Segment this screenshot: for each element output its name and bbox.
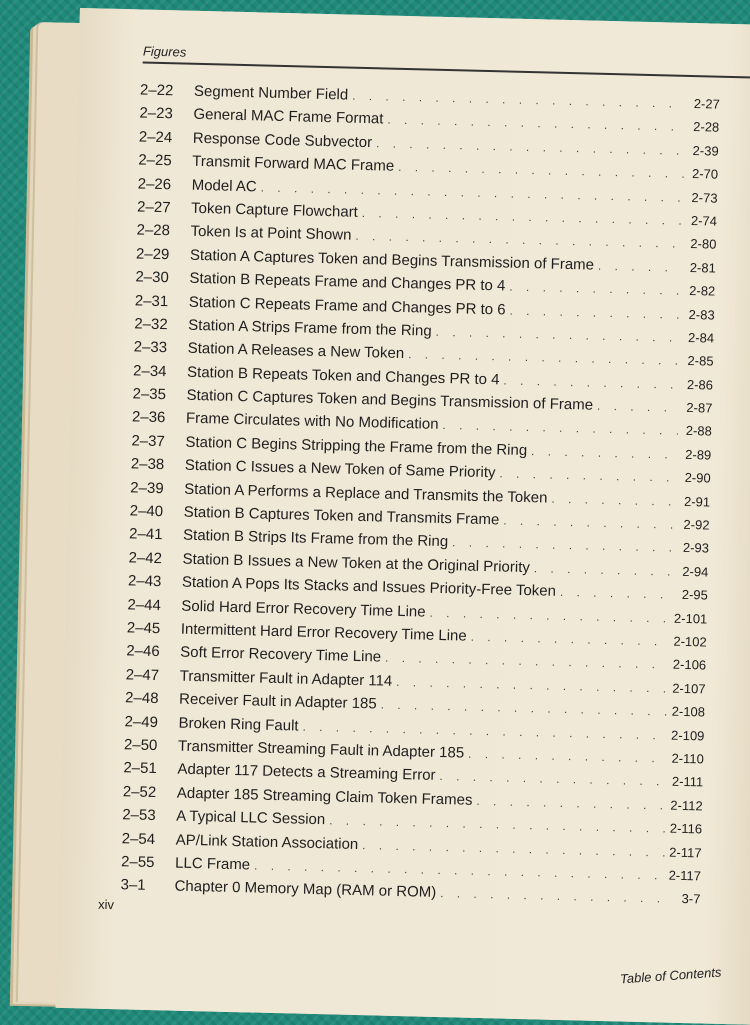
page-number: 2-110 (671, 750, 705, 767)
dot-leader (398, 160, 684, 181)
figure-title: Frame Circulates with No Modification (185, 410, 439, 434)
page-number: 2-74 (690, 212, 718, 229)
figure-number: 2–38 (130, 455, 165, 474)
figure-number: 2–46 (126, 642, 160, 661)
figure-number: 2–36 (131, 408, 166, 427)
figure-title: Station A Captures Token and Begins Transmission of Frame (189, 246, 595, 274)
figure-title: Station C Begins Stripping the Frame from the Ring (185, 433, 528, 459)
figure-title: Station C Issues a New Token of Same Priority (184, 456, 496, 482)
figure-number: 2–51 (123, 759, 158, 778)
figure-title: Transmitter Fault in Adapter 114 (179, 667, 393, 690)
figure-number: 2–34 (132, 362, 167, 380)
page-number: 2-39 (692, 142, 719, 159)
figure-title: Token Capture Flowchart (190, 199, 359, 221)
page-number: 2-107 (672, 680, 706, 697)
figure-number: 2–42 (128, 549, 163, 567)
dot-leader (531, 444, 677, 462)
figure-number: 2–32 (134, 315, 168, 334)
figure-title: Transmitter Streaming Fault in Adapter 185 (177, 737, 465, 762)
figure-number: 2–40 (129, 502, 164, 521)
figure-number: 2–26 (137, 175, 172, 193)
page-number: 2-83 (688, 306, 715, 323)
figure-title: Transmit Forward MAC Frame (192, 152, 395, 175)
page-number: 2-84 (687, 329, 715, 346)
figure-title: Receiver Fault in Adapter 185 (178, 690, 377, 713)
figure-title: Station C Captures Token and Begins Transmission of Frame (186, 386, 594, 414)
figure-title: Station A Releases a New Token (187, 340, 405, 363)
header-rule (143, 62, 750, 80)
page-number: 2-109 (670, 727, 705, 744)
dot-leader (352, 89, 686, 111)
figure-title: Station B Captures Token and Transmits Frame (183, 503, 500, 529)
page-number: 2-101 (673, 610, 708, 627)
dot-leader (503, 373, 679, 391)
dot-leader (551, 491, 676, 508)
page-number: 2-87 (686, 400, 713, 416)
dot-leader (396, 675, 668, 696)
figure-number: 2–52 (122, 783, 157, 801)
figure-number: 2–24 (138, 128, 173, 147)
figure-number: 2–45 (126, 619, 161, 638)
figure-number: 2–31 (134, 291, 169, 310)
page-number: 2-73 (691, 189, 718, 206)
figure-title: Adapter 117 Detects a Streaming Error (177, 760, 436, 785)
dot-leader (534, 561, 675, 578)
page-number: 2-102 (673, 633, 707, 650)
page-number: 2-117 (669, 844, 702, 860)
dot-leader (452, 536, 675, 555)
figure-number: 2–25 (138, 151, 172, 170)
page-number: 2-80 (690, 236, 717, 252)
page-number: 2-81 (689, 259, 717, 276)
page-number: 2-95 (681, 587, 709, 603)
dot-leader (471, 630, 670, 649)
page-number: 2-91 (683, 493, 711, 510)
figure-number: 2–33 (133, 338, 168, 357)
page-number: 2-89 (685, 446, 712, 463)
figure-number: 3–1 (120, 876, 146, 895)
dot-leader (509, 280, 681, 298)
page-number: 2-28 (693, 119, 720, 136)
dot-leader (435, 325, 680, 345)
dot-leader (560, 585, 674, 602)
figure-title: Station C Repeats Frame and Changes PR to 6 (188, 293, 506, 319)
figure-number: 2–50 (123, 736, 158, 755)
dot-leader (476, 794, 666, 813)
figure-number: 2–37 (131, 432, 166, 451)
page-number: 2-112 (670, 797, 703, 814)
page-folio: xiv (97, 896, 115, 913)
figure-number: 2–43 (127, 572, 162, 591)
figure-number: 2–47 (125, 666, 160, 684)
page-number: 2-117 (668, 867, 702, 884)
figure-number: 2–28 (136, 221, 171, 240)
figure-title: AP/Link Station Association (175, 831, 359, 853)
dot-leader (387, 113, 685, 134)
figure-number: 2–35 (132, 385, 167, 404)
page-number: 2-27 (693, 96, 721, 112)
running-head: Figures (142, 43, 187, 60)
figure-title: Adapter 185 Streaming Claim Token Frames (176, 784, 473, 809)
dot-leader (408, 347, 680, 368)
dot-leader (429, 605, 670, 625)
figure-number: 2–29 (135, 245, 170, 263)
page-number: 2-70 (691, 166, 719, 182)
figure-title: Token Is at Point Shown (190, 223, 352, 245)
dot-leader (381, 698, 668, 719)
figure-title: Station A Strips Frame from the Ring (188, 316, 432, 340)
figure-title: A Typical LLC Session (176, 807, 326, 829)
figure-title: Segment Number Field (193, 82, 349, 104)
page-number: 3-7 (681, 891, 701, 907)
page-number: 2-86 (686, 376, 714, 393)
figure-number: 2–39 (130, 479, 164, 497)
figure-number: 2–23 (139, 104, 174, 123)
figure-number: 2–44 (127, 595, 162, 614)
book-page (56, 8, 750, 1025)
figure-number: 2–53 (122, 806, 156, 825)
figure-title: Station B Issues a New Token at the Original Priority (182, 550, 531, 576)
page-number: 2-93 (682, 540, 710, 556)
dot-leader (597, 399, 679, 415)
dot-leader (598, 258, 682, 274)
dot-leader (499, 467, 677, 485)
figure-title: General MAC Frame Format (193, 106, 384, 128)
figure-title: Station A Pops Its Stacks and Issues Priority-Free Token (181, 573, 557, 601)
page-number: 2-108 (671, 703, 706, 720)
figure-number: 2–48 (124, 689, 159, 708)
figure-title: Broken Ring Fault (178, 714, 299, 735)
dot-leader (440, 886, 667, 906)
page-number: 2-90 (684, 470, 711, 486)
figure-title: Station B Strips Its Frame from the Ring (182, 527, 449, 551)
dot-leader (503, 514, 676, 532)
dot-leader (385, 651, 669, 672)
page-number: 2-106 (672, 657, 707, 673)
figure-title: LLC Frame (174, 854, 251, 874)
page-number: 2-92 (683, 516, 710, 533)
figure-title: Solid Hard Error Recovery Time Line (181, 597, 426, 621)
page-number: 2-116 (669, 820, 703, 837)
figure-title: Soft Error Recovery Time Line (180, 644, 382, 666)
figure-title: Station B Repeats Frame and Changes PR to 4 (189, 269, 506, 295)
figure-number: 2–54 (121, 829, 156, 848)
figure-title: Chapter 0 Memory Map (RAM or ROM) (174, 877, 437, 902)
page-number: 2-111 (671, 774, 704, 790)
figure-title: Station B Repeats Token and Changes PR to 4 (186, 363, 500, 389)
page-number: 2-94 (682, 563, 709, 580)
dot-leader (468, 747, 668, 766)
figure-list (120, 81, 720, 914)
figure-number: 2–27 (136, 198, 171, 217)
figure-title: Station A Performs a Replace and Transmits the Token (184, 480, 548, 507)
page-footer: Table of Contents (619, 964, 722, 987)
page-number: 2-82 (689, 283, 716, 299)
figure-title: Response Code Subvector (192, 129, 373, 151)
page-number: 2-85 (687, 353, 714, 369)
dot-leader (509, 303, 680, 321)
figure-title: Intermittent Hard Error Recovery Time Line (180, 620, 467, 645)
figure-number: 2–41 (128, 525, 163, 544)
figure-number: 2–22 (139, 81, 174, 100)
figure-number: 2–55 (120, 853, 155, 871)
dot-leader (442, 418, 678, 438)
figure-number: 2–30 (135, 268, 170, 287)
figure-title: Model AC (191, 176, 257, 195)
dot-leader (439, 769, 668, 789)
page-number: 2-88 (685, 423, 713, 440)
figure-number: 2–49 (124, 712, 159, 731)
